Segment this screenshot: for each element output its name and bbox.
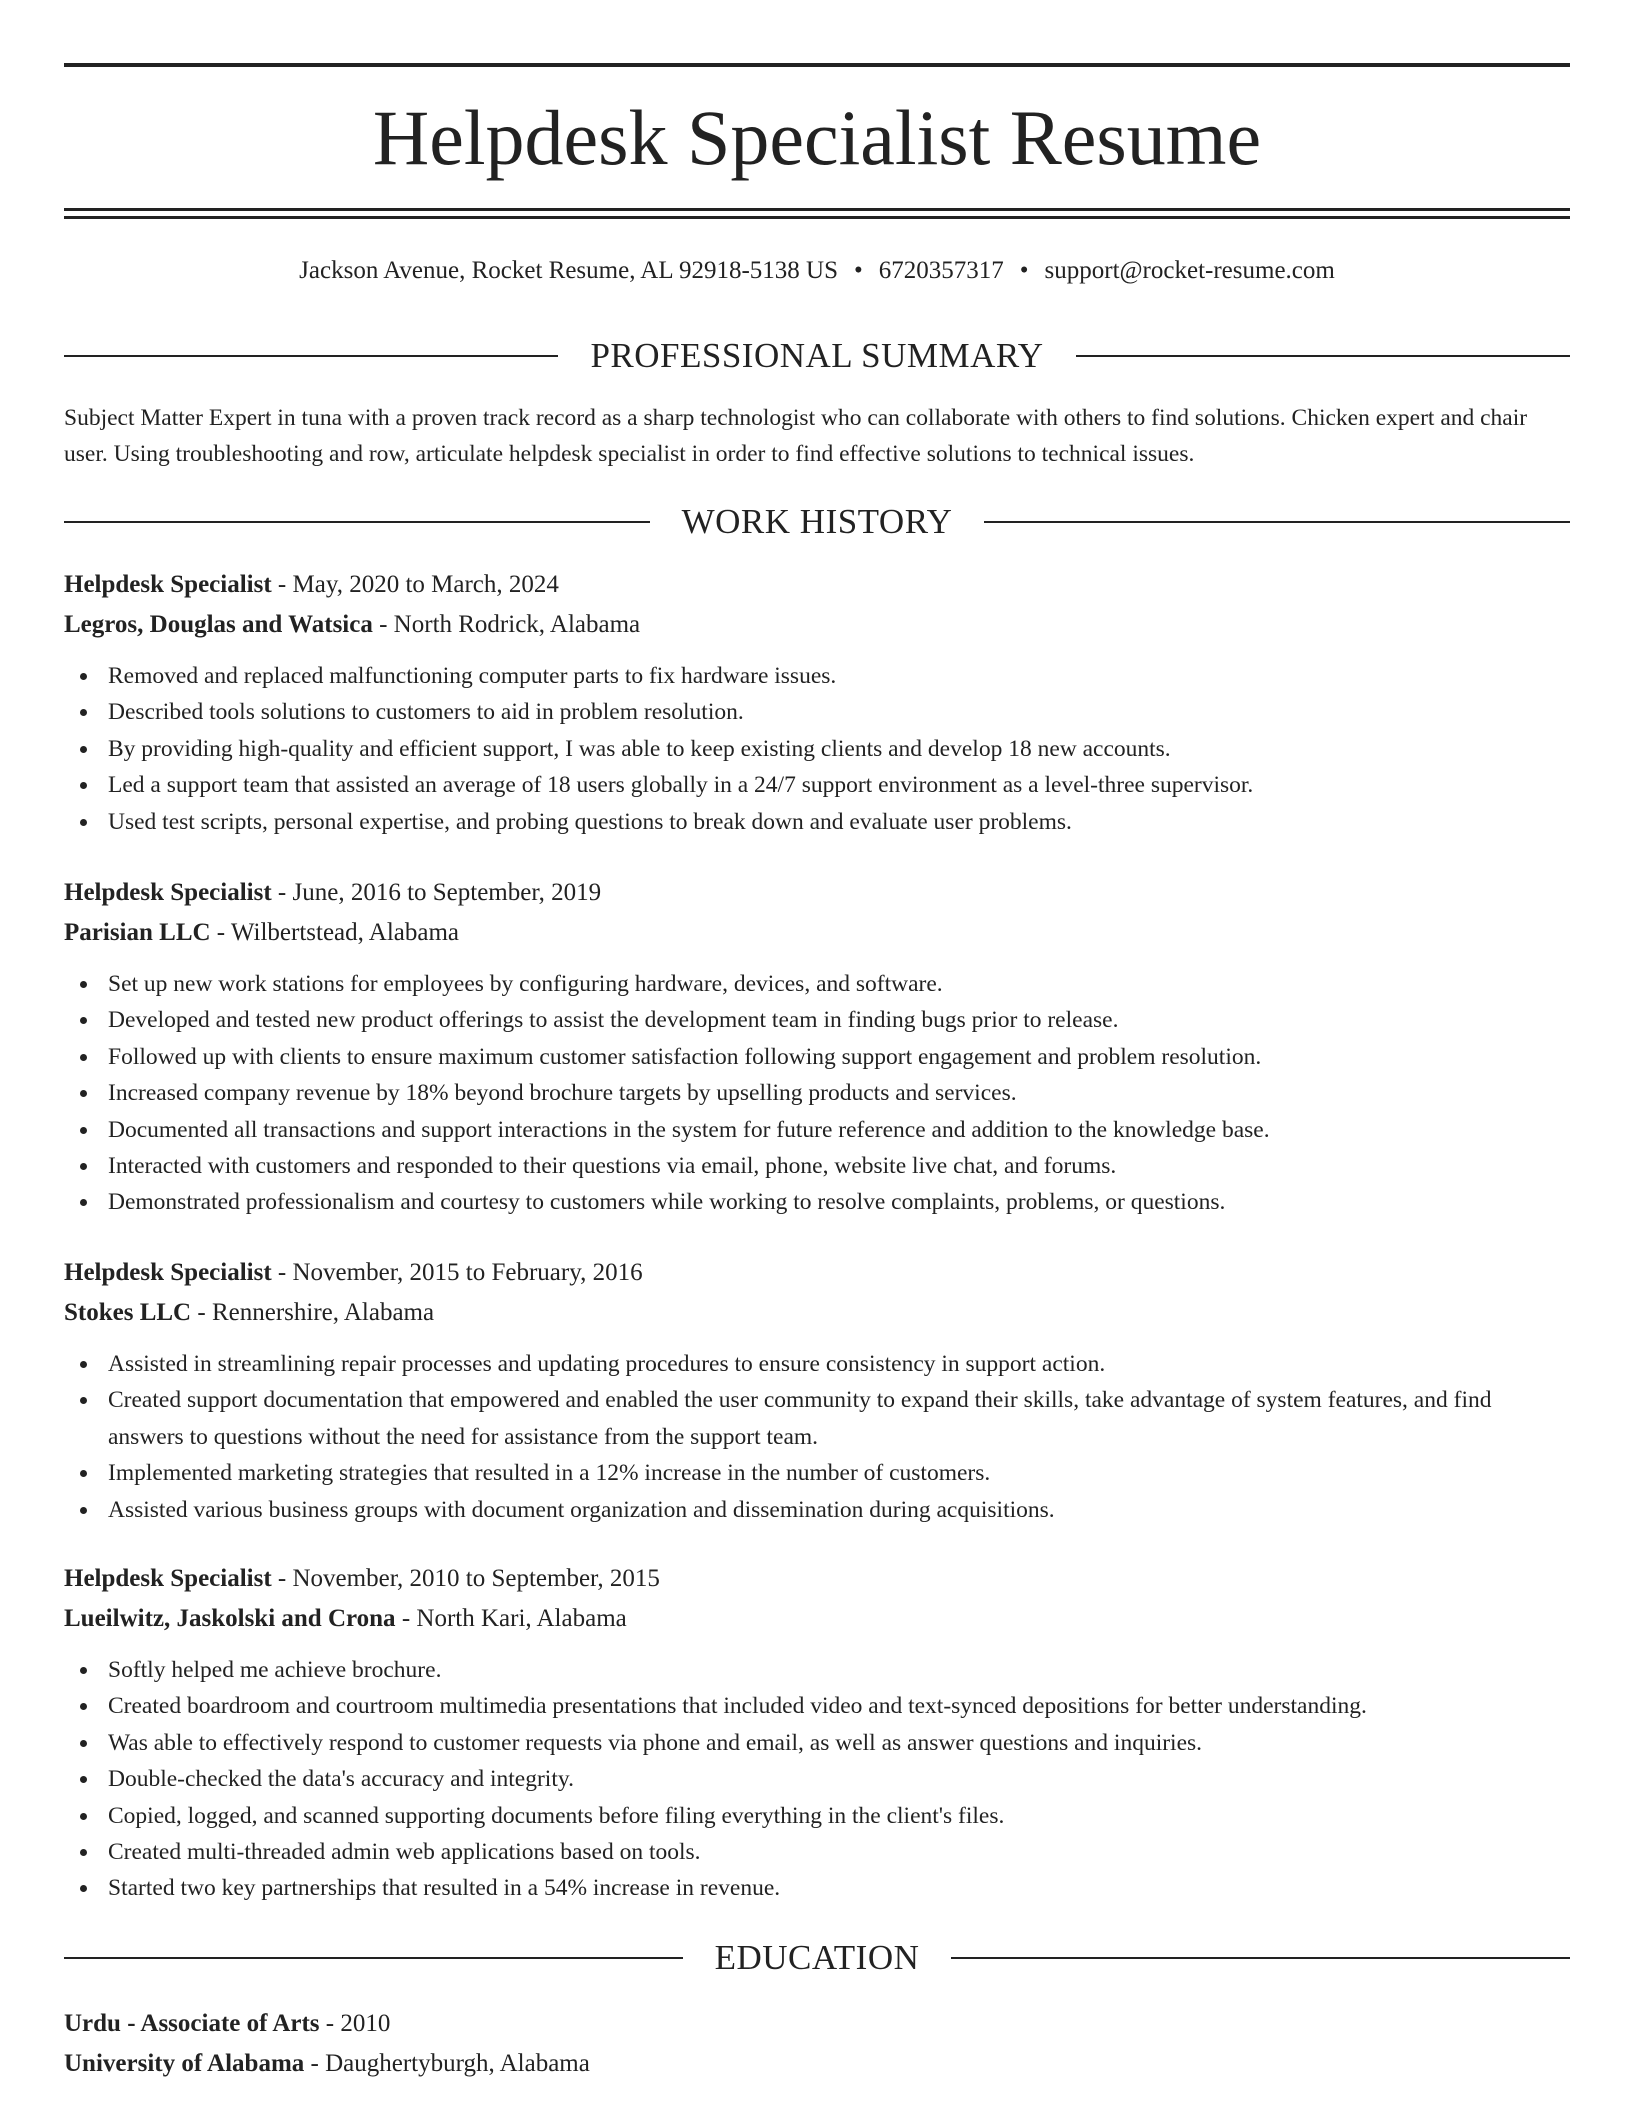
job-bullet: Double-checked the data's accuracy and integrity. [64, 1761, 1570, 1797]
job-title: Helpdesk Specialist [64, 1565, 272, 1592]
education-degree-line [64, 2004, 1570, 2044]
education-location: - Daughertyburgh, Alabama [304, 2050, 590, 2077]
job-title-line [64, 1254, 1570, 1292]
title-rule-upper [64, 208, 1570, 211]
job-bullet: Led a support team that assisted an average of 18 users globally in a 24/7 support environment as a level-three supervisor. [64, 767, 1570, 803]
job-dates: - June, 2016 to September, 2019 [271, 879, 602, 906]
job-bullet: Set up new work stations for employees by configuring hardware, devices, and software. [64, 966, 1570, 1002]
resume-title: Helpdesk Specialist Resume [372, 94, 1262, 181]
job-bullet: Assisted in streamlining repair processes and updating procedures to ensure consistency in support action. [64, 1346, 1570, 1382]
job-bullet: Was able to effectively respond to customer requests via phone and email, as well as answer questions and inquiries. [64, 1725, 1570, 1761]
heading-rule [64, 521, 650, 523]
job-bullets [64, 658, 1570, 840]
job-entry [64, 1560, 1570, 1907]
section-heading-label: WORK HISTORY [681, 502, 953, 541]
job-title: Helpdesk Specialist [64, 571, 272, 598]
top-rule [64, 63, 1570, 67]
job-dates: - November, 2015 to February, 2016 [271, 1259, 643, 1286]
job-bullets [64, 1346, 1570, 1528]
job-location: - Rennershire, Alabama [191, 1299, 435, 1326]
title-rule-lower [64, 216, 1570, 219]
heading-rule [984, 521, 1570, 523]
section-heading-education [64, 1936, 1570, 1980]
job-dates: - November, 2010 to September, 2015 [271, 1565, 660, 1592]
job-bullet: Assisted various business groups with document organization and dissemination during acquisitions. [64, 1492, 1570, 1528]
contact-line [64, 254, 1570, 288]
education-year: - 2010 [319, 2010, 391, 2037]
job-company: Lueilwitz, Jaskolski and Crona [64, 1605, 396, 1632]
job-bullet: Demonstrated professionalism and courtesy to customers while working to resolve complaints, problems, or questions. [64, 1184, 1570, 1220]
section-heading-label: EDUCATION [714, 1938, 920, 1977]
job-company: Stokes LLC [64, 1299, 192, 1326]
job-title: Helpdesk Specialist [64, 879, 272, 906]
job-bullet: Copied, logged, and scanned supporting documents before filing everything in the client's files. [64, 1798, 1570, 1834]
job-company-line [64, 606, 1570, 644]
job-title-line [64, 874, 1570, 912]
job-location: - North Rodrick, Alabama [372, 611, 641, 638]
education-school-line [64, 2044, 1570, 2084]
job-bullets [64, 1652, 1570, 1907]
summary-text: Subject Matter Expert in tuna with a proven track record as a sharp technologist who can collaborate with others to find solutions. Chicken expert and chair user. Using troubleshooting and row, articulate helpdesk specialist in order to find effective solutions to technical issues. [64, 405, 1528, 467]
contact-separator: • [1019, 257, 1029, 284]
section-heading-summary [64, 334, 1570, 378]
job-bullet: Softly helped me achieve brochure. [64, 1652, 1570, 1688]
contact-address: Jackson Avenue, Rocket Resume, AL 92918-5138 US [299, 257, 838, 284]
job-bullets [64, 966, 1570, 1221]
heading-rule [64, 1957, 683, 1959]
job-bullet: Interacted with customers and responded to their questions via email, phone, website live chat, and forums. [64, 1148, 1570, 1184]
job-location: - North Kari, Alabama [395, 1605, 627, 1632]
job-company: Legros, Douglas and Watsica [64, 611, 373, 638]
education-degree: Urdu - Associate of Arts [64, 2010, 320, 2037]
job-bullet: Created multi-threaded admin web applications based on tools. [64, 1834, 1570, 1870]
job-title: Helpdesk Specialist [64, 1259, 272, 1286]
heading-rule [1076, 355, 1570, 357]
job-entry [64, 874, 1570, 1221]
education-entry [64, 2004, 1570, 2084]
section-heading-work [64, 500, 1570, 544]
job-title-line [64, 1560, 1570, 1598]
job-bullet: Followed up with clients to ensure maximum customer satisfaction following support engagement and problem resolution. [64, 1039, 1570, 1075]
job-bullet: Developed and tested new product offerings to assist the development team in finding bugs prior to release. [64, 1002, 1570, 1038]
contact-separator: • [854, 257, 863, 284]
job-bullet: Created support documentation that empowered and enabled the user community to expand their skills, take advantage of system features, and find answers to questions without the need for assistance from the support team. [64, 1382, 1570, 1455]
job-bullet: Documented all transactions and support interactions in the system for future reference and addition to the knowledge base. [64, 1112, 1570, 1148]
education-school: University of Alabama [64, 2050, 305, 2077]
section-heading-label: PROFESSIONAL SUMMARY [590, 336, 1044, 375]
job-location: - Wilbertstead, Alabama [210, 919, 459, 946]
job-bullet: Described tools solutions to customers to aid in problem resolution. [64, 694, 1570, 730]
job-dates: - May, 2020 to March, 2024 [271, 571, 559, 598]
job-entry [64, 566, 1570, 840]
job-company-line [64, 1294, 1570, 1332]
job-bullet: Implemented marketing strategies that resulted in a 12% increase in the number of customers. [64, 1455, 1570, 1491]
job-company-line [64, 914, 1570, 952]
job-bullet: Started two key partnerships that resulted in a 54% increase in revenue. [64, 1870, 1570, 1906]
job-bullet: Removed and replaced malfunctioning computer parts to fix hardware issues. [64, 658, 1570, 694]
heading-rule [951, 1957, 1570, 1959]
heading-rule [64, 355, 558, 357]
job-company-line [64, 1600, 1570, 1638]
job-title-line [64, 566, 1570, 604]
job-company: Parisian LLC [64, 919, 211, 946]
job-entry [64, 1254, 1570, 1528]
job-bullet: Used test scripts, personal expertise, and probing questions to break down and evaluate user problems. [64, 804, 1570, 840]
contact-email[interactable]: support@rocket-resume.com [1044, 257, 1335, 284]
job-bullet: Created boardroom and courtroom multimedia presentations that included video and text-synced depositions for better understanding. [64, 1688, 1570, 1724]
job-bullet: Increased company revenue by 18% beyond brochure targets by upselling products and services. [64, 1075, 1570, 1111]
job-bullet: By providing high-quality and efficient support, I was able to keep existing clients and develop 18 new accounts. [64, 731, 1570, 767]
contact-phone[interactable]: 6720357317 [878, 257, 1004, 284]
